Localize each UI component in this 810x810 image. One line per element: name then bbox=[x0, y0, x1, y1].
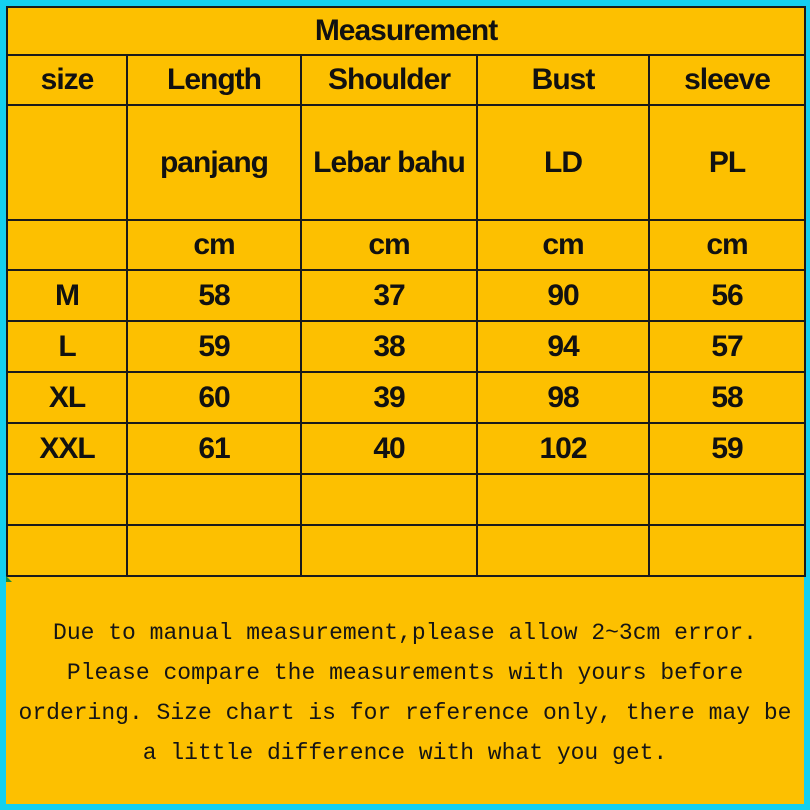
empty-cell bbox=[301, 525, 477, 576]
sleeve-cell: 59 bbox=[649, 423, 805, 474]
unit-row bbox=[7, 220, 805, 270]
measurement-table bbox=[6, 6, 806, 577]
empty-cell bbox=[477, 525, 649, 576]
table-row bbox=[7, 423, 805, 474]
unit-size bbox=[7, 220, 127, 270]
empty-row bbox=[7, 474, 805, 525]
header-size: size bbox=[7, 55, 127, 105]
table-row bbox=[7, 372, 805, 423]
unit-length: cm bbox=[127, 220, 301, 270]
unit-shoulder: cm bbox=[301, 220, 477, 270]
empty-cell bbox=[477, 474, 649, 525]
table-row bbox=[7, 321, 805, 372]
length-cell: 59 bbox=[127, 321, 301, 372]
header-sleeve: sleeve bbox=[649, 55, 805, 105]
sleeve-cell: 58 bbox=[649, 372, 805, 423]
shoulder-cell: 37 bbox=[301, 270, 477, 321]
local-header-sleeve: PL bbox=[649, 105, 805, 220]
table-title: Measurement bbox=[7, 7, 805, 55]
sleeve-cell: 56 bbox=[649, 270, 805, 321]
bust-cell: 90 bbox=[477, 270, 649, 321]
bust-cell: 102 bbox=[477, 423, 649, 474]
bust-cell: 94 bbox=[477, 321, 649, 372]
length-cell: 58 bbox=[127, 270, 301, 321]
empty-cell bbox=[7, 525, 127, 576]
unit-bust: cm bbox=[477, 220, 649, 270]
empty-row bbox=[7, 525, 805, 576]
table-row bbox=[7, 270, 805, 321]
bust-cell: 98 bbox=[477, 372, 649, 423]
unit-sleeve: cm bbox=[649, 220, 805, 270]
shoulder-cell: 40 bbox=[301, 423, 477, 474]
local-header-size bbox=[7, 105, 127, 220]
header-length: Length bbox=[127, 55, 301, 105]
shoulder-cell: 39 bbox=[301, 372, 477, 423]
empty-cell bbox=[127, 525, 301, 576]
header-row bbox=[7, 55, 805, 105]
local-header-bust: LD bbox=[477, 105, 649, 220]
length-cell: 61 bbox=[127, 423, 301, 474]
empty-cell bbox=[649, 474, 805, 525]
size-cell: XL bbox=[7, 372, 127, 423]
size-chart-sheet bbox=[6, 6, 804, 804]
disclaimer-text: Due to manual measurement,please allow 2~3cm error. Please compare the measurements with yours before ordering. Size chart is for reference only, there may be a little difference with what you get. bbox=[18, 620, 792, 766]
empty-cell bbox=[649, 525, 805, 576]
size-cell: L bbox=[7, 321, 127, 372]
header-shoulder: Shoulder bbox=[301, 55, 477, 105]
empty-cell bbox=[301, 474, 477, 525]
empty-cell bbox=[7, 474, 127, 525]
empty-cell bbox=[127, 474, 301, 525]
header-bust: Bust bbox=[477, 55, 649, 105]
local-header-shoulder: Lebar bahu bbox=[301, 105, 477, 220]
local-header-length: panjang bbox=[127, 105, 301, 220]
disclaimer-note bbox=[6, 588, 804, 798]
table-title-row bbox=[7, 7, 805, 55]
cell-corner-marker bbox=[6, 576, 12, 582]
length-cell: 60 bbox=[127, 372, 301, 423]
size-cell: XXL bbox=[7, 423, 127, 474]
sleeve-cell: 57 bbox=[649, 321, 805, 372]
shoulder-cell: 38 bbox=[301, 321, 477, 372]
size-cell: M bbox=[7, 270, 127, 321]
local-header-row bbox=[7, 105, 805, 220]
